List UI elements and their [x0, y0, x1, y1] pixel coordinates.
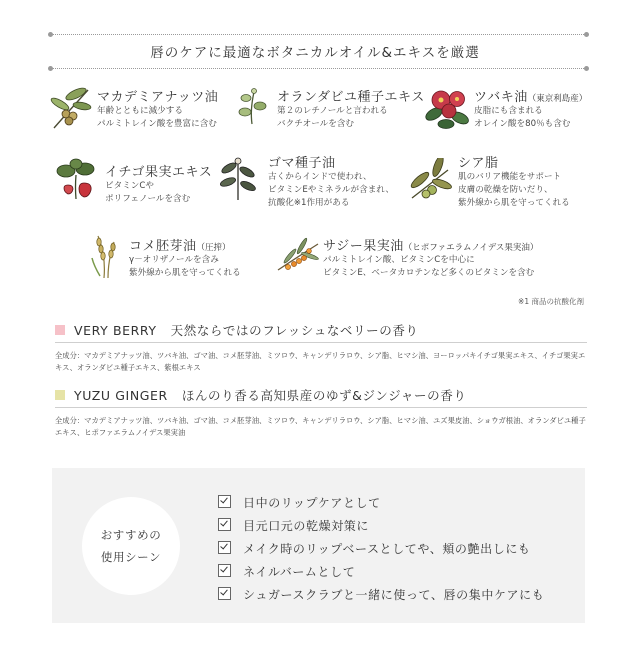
checkbox-checked-icon — [218, 541, 231, 554]
very-berry-color-swatch — [55, 325, 65, 335]
product-tagline: ほんのり香る高知県産のゆず&ジンジャーの香り — [181, 388, 467, 403]
usage-scenes-badge — [82, 497, 180, 595]
very-berry-title — [74, 321, 419, 339]
ingredient-desc: パルミトレイン酸、ビタミンCを中心に ビタミンE、ベータカロテンなど多くのビタミンを含む — [323, 255, 535, 278]
checkbox-checked-icon — [218, 564, 231, 577]
usage-scene-text: 日中のリップケアとして — [243, 496, 381, 510]
ingredient-name-note: （圧搾） — [196, 243, 231, 253]
usage-scenes-title: おすすめの 使用シーン — [100, 528, 162, 564]
usage-scene-text: 目元口元の乾燥対策に — [243, 519, 370, 533]
ingredient-desc: ビタミンCや ポリフェノールを含む — [105, 181, 191, 204]
usage-scene-text: シュガースクラブと一緒に使って、唇の集中ケアにも — [243, 588, 545, 602]
checkbox-checked-icon — [218, 587, 231, 600]
ingredient-name: シア脂 — [458, 156, 499, 171]
ingredient-desc: γ－オリザノールを含み 紫外線から肌を守ってくれる — [129, 255, 241, 278]
very-berry-ingredients: 全成分：マカデミアナッツ油、ツバキ油、ゴマ油、コメ胚芽油、ミツロウ、キャンデリラロウ、シア脂、ヒマシ油、ヨーロッパキイチゴ果実エキス、イチゴ果実エキス、オランダビユ種子エキス、紫根エキス — [55, 351, 586, 372]
yuzu-ginger-title — [74, 386, 466, 404]
ingredient-name: ゴマ種子油 — [268, 156, 336, 171]
very-berry-divider — [55, 342, 587, 343]
yuzu-ginger-divider — [55, 407, 587, 408]
product-name: YUZU GINGER — [74, 388, 168, 403]
ingredient-name-note: （ヒポファエラムノイデス果実油） — [403, 243, 539, 253]
product-name: VERY BERRY — [74, 323, 157, 338]
sesame-plant-icon — [218, 156, 258, 202]
checkbox-checked-icon — [218, 495, 231, 508]
usage-scene-item — [218, 517, 369, 534]
usage-scene-item — [218, 586, 544, 603]
macadamia-branch-icon — [50, 84, 94, 130]
ingredient-desc: 肌のバリア機能をサポート 皮膚の乾燥を防いだり、 紫外線から肌を守ってくれる — [458, 172, 570, 208]
usage-scene-text: メイク時のリップベースとしてや、頬の艶出しにも — [243, 542, 531, 556]
sea-buckthorn-branch-icon — [276, 236, 320, 276]
ingredient-name-note: （東京利島産） — [527, 94, 588, 104]
yuzu-ginger-color-swatch — [55, 390, 65, 400]
top-dotted-divider — [51, 34, 586, 35]
ingredient-desc: 第２のレチノールと言われる バクチオールを含む — [277, 106, 388, 129]
heading-dotted-divider — [51, 68, 586, 69]
ingredient-name: マカデミアナッツ油 — [97, 90, 219, 105]
product-tagline: 天然ならではのフレッシュなベリーの香り — [170, 323, 419, 338]
strawberry-plant-icon — [54, 157, 98, 201]
ingredient-name: コメ胚芽油 — [129, 239, 197, 254]
ingredient-desc: 皮脂にも含まれる オレイン酸を80％も含む — [474, 106, 571, 129]
yuzu-ginger-ingredients: 全成分：マカデミアナッツ油、ツバキ油、ゴマ油、コメ胚芽油、ミツロウ、キャンデリラロウ、シア脂、ヒマシ油、ユズ果皮油、ショウガ根油、オランダビユ種子エキス、ヒポファエラムノイデス果実油 — [55, 416, 586, 437]
ingredient-name: イチゴ果実エキス — [105, 165, 213, 180]
section-heading: 唇のケアに最適なボタニカルオイル&エキスを厳選 — [150, 45, 480, 61]
checkbox-checked-icon — [218, 518, 231, 531]
shea-branch-icon — [408, 158, 452, 202]
ingredient-name: オランダビユ種子エキス — [277, 90, 425, 105]
ingredient-name: サジー果実油 — [323, 239, 404, 254]
usage-scene-text: ネイルバームとして — [243, 565, 356, 579]
usage-scene-item — [218, 494, 381, 511]
rice-stalk-icon — [90, 232, 122, 280]
plant-sprig-icon — [236, 86, 270, 126]
footnote: ※1 商品の抗酸化剤 — [518, 297, 584, 306]
ingredient-name: ツバキ油 — [474, 90, 528, 105]
ingredient-desc: 年齢とともに減少する パルミトレイン酸を豊富に含む — [97, 106, 217, 129]
usage-scene-item — [218, 540, 531, 557]
usage-scene-item — [218, 563, 355, 580]
camellia-flower-icon — [424, 84, 470, 132]
ingredient-desc: 古くからインドで使われ、 ビタミンEやミネラルが含まれ、 抗酸化※1作用がある — [268, 172, 395, 208]
